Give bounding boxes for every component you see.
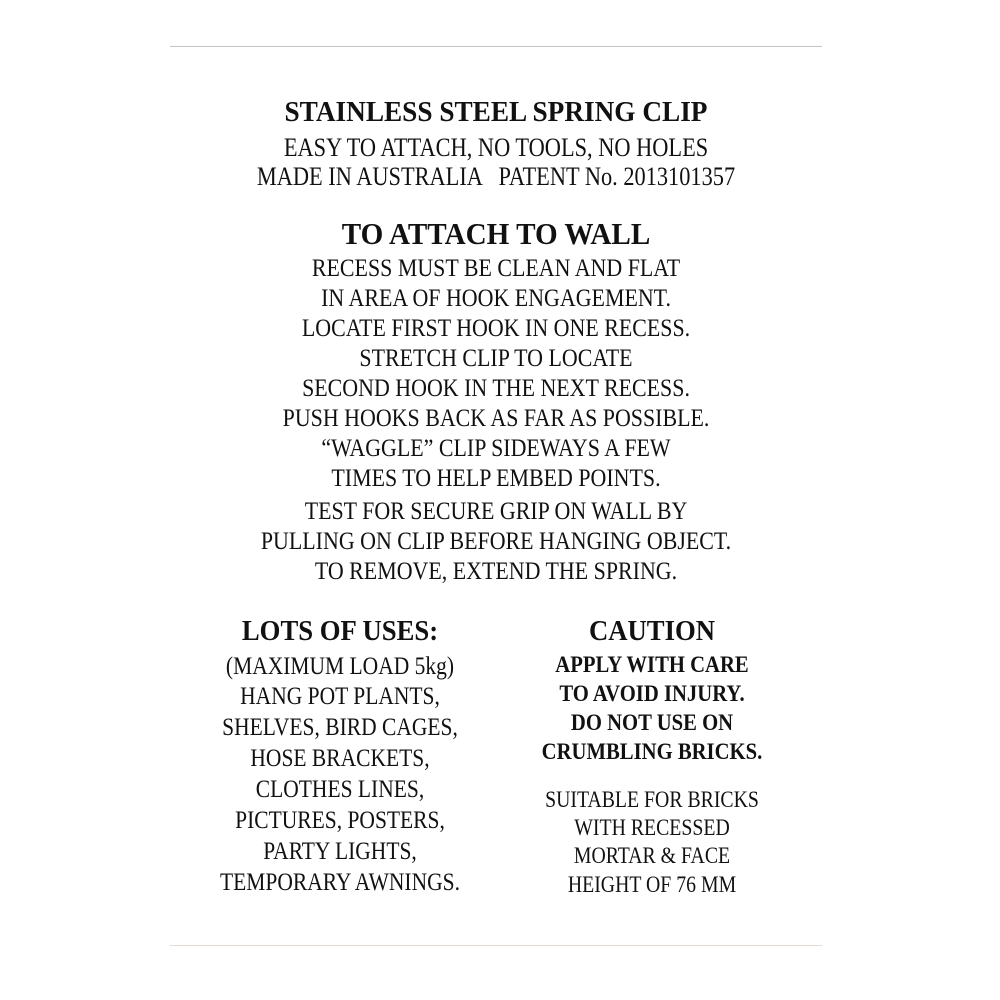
caution-warning-line: CRUMBLING BRICKS. [541,739,763,765]
attach-heading: TO ATTACH TO WALL [341,216,651,251]
attach-line: PULLING ON CLIP BEFORE HANGING OBJECT. [260,526,732,555]
attach-line: PUSH HOOKS BACK AS FAR AS POSSIBLE. [282,403,710,432]
suitability-line: WITH RECESSED [574,815,730,840]
product-subtitle: EASY TO ATTACH, NO TOOLS, NO HOLES [283,133,709,162]
uses-line: CLOTHES LINES, [255,776,425,803]
uses-line: SHELVES, BIRD CAGES, [222,714,458,741]
attach-line: “WAGGLE” CLIP SIDEWAYS A FEW [321,433,671,462]
attach-line: TIMES TO HELP EMBED POINTS. [331,463,661,492]
attach-line: TEST FOR SECURE GRIP ON WALL BY [304,496,688,525]
attach-line: TO REMOVE, EXTEND THE SPRING. [314,556,678,585]
caution-warning-line: DO NOT USE ON [570,710,734,736]
attach-line: SECOND HOOK IN THE NEXT RECESS. [302,373,690,402]
caution-warning-line: APPLY WITH CARE [555,652,749,678]
product-title: STAINLESS STEEL SPRING CLIP [284,96,708,128]
uses-column [170,617,510,937]
uses-line: TEMPORARY AWNINGS. [220,869,460,896]
uses-line: PARTY LIGHTS, [263,838,417,865]
uses-line: HANG POT PLANTS, [240,683,440,710]
uses-heading: LOTS OF USES: [241,615,439,647]
suitability-line: SUITABLE FOR BRICKS [545,787,759,812]
attach-line: IN AREA OF HOOK ENGAGEMENT. [321,283,671,312]
attach-line: STRETCH CLIP TO LOCATE [359,343,633,372]
uses-line: HOSE BRACKETS, [250,745,430,772]
caution-warning-line: TO AVOID INJURY. [559,681,745,707]
attach-line: LOCATE FIRST HOOK IN ONE RECESS. [301,313,691,342]
caution-heading: CAUTION [588,615,716,647]
uses-line: PICTURES, POSTERS, [235,807,445,834]
suitability-line: MORTAR & FACE [573,843,731,868]
caution-column [504,617,800,937]
instruction-card [170,46,822,946]
suitability-line: HEIGHT OF 76 MM [567,872,737,897]
uses-line: (MAXIMUM LOAD 5kg) [225,653,455,680]
attach-line: RECESS MUST BE CLEAN AND FLAT [311,253,681,282]
origin-patent-line: MADE IN AUSTRALIA PATENT No. 2013101357 [256,162,736,191]
